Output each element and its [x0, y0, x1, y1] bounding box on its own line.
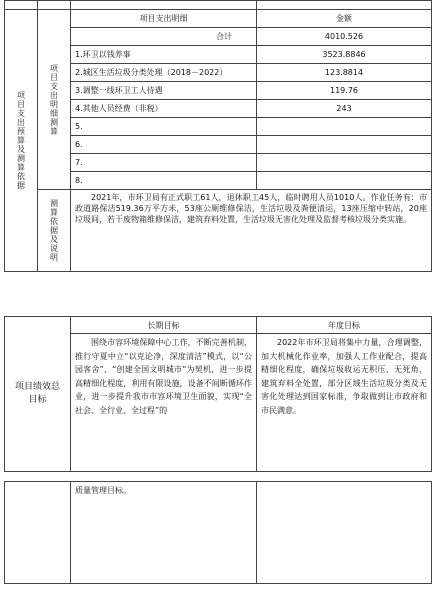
- continued-row: [5, 482, 432, 584]
- basis-text: 2021年，市环卫局有正式职工61人，退休职工45人，临时聘用人员1010人。作业任务有：市政道路保洁519.36万平方米，53座公厕维修保洁，生活垃圾及粪便清运，13座压缩中转站，20座垃圾间，若干废物箱维修保洁，建筑弃料处置，生活垃圾无害化处理及监督考核垃圾分类实施。: [71, 190, 432, 272]
- budget-section-label: 项目支出预算及测算依据: [5, 10, 38, 272]
- total-label: 合计: [71, 28, 257, 46]
- top-cut-row: [5, 1, 432, 10]
- item-amount: 123.8814: [257, 64, 432, 82]
- item-amount: 119.76: [257, 82, 432, 100]
- annual-text: 2022年市环卫局将集中力量，合理调整，加大机械化作业率，加强人工作业配合，提高精细化程度，确保垃圾收运无积压、无死角，建筑弃料全处置，部分区域生活垃圾分类及无害化处理达到国家标准，争取做到让市政府和市民满意。: [257, 334, 432, 472]
- item-amount: [257, 172, 432, 190]
- item-label: 2.城区生活垃圾分类处理（2018－2022）: [71, 64, 257, 82]
- item-label: 5.: [71, 118, 257, 136]
- header-amount: 金额: [257, 10, 432, 28]
- goals-header-row: [5, 317, 432, 334]
- continued-table: [4, 481, 432, 584]
- basis-row: [5, 190, 432, 272]
- item-amount: [257, 136, 432, 154]
- item-label: 8.: [71, 172, 257, 190]
- item-amount: [257, 118, 432, 136]
- item-label: 1.环卫以钱养事: [71, 46, 257, 64]
- header-item: 项目支出明细: [71, 10, 257, 28]
- item-amount: [257, 154, 432, 172]
- item-label: 4.其他人员经费（非税）: [71, 100, 257, 118]
- basis-label: 测算依据及说明: [38, 190, 71, 272]
- item-label: 7.: [71, 154, 257, 172]
- long-term-header: 长期目标: [71, 317, 257, 334]
- budget-table: [4, 0, 432, 272]
- goals-section-label: 项目绩效总目标: [5, 317, 71, 472]
- annual-header: 年度目标: [257, 317, 432, 334]
- detail-section-label: 项目支出明细测算: [38, 10, 71, 190]
- item-label: 3.调整一线环卫工人待遇: [71, 82, 257, 100]
- goals-table: [4, 316, 432, 472]
- continued-text: 质量管理目标。: [71, 482, 257, 584]
- item-label: 6.: [71, 136, 257, 154]
- budget-header-row: [5, 10, 432, 28]
- item-amount: 243: [257, 100, 432, 118]
- item-amount: 3523.8846: [257, 46, 432, 64]
- long-term-text: 围绕市容环境保障中心工作，不断完善机制，推行守夏中立“以克论净，深度清洁”模式，以“公园客舍”、“创建全国文明城市”为契机，进一步提高精细化程度，利用有限设施，设备不间断循环作业，进一步提升我市市容环境卫生面貌，实现“全社会、全行业、全过程”的: [71, 334, 257, 472]
- total-amount: 4010.526: [257, 28, 432, 46]
